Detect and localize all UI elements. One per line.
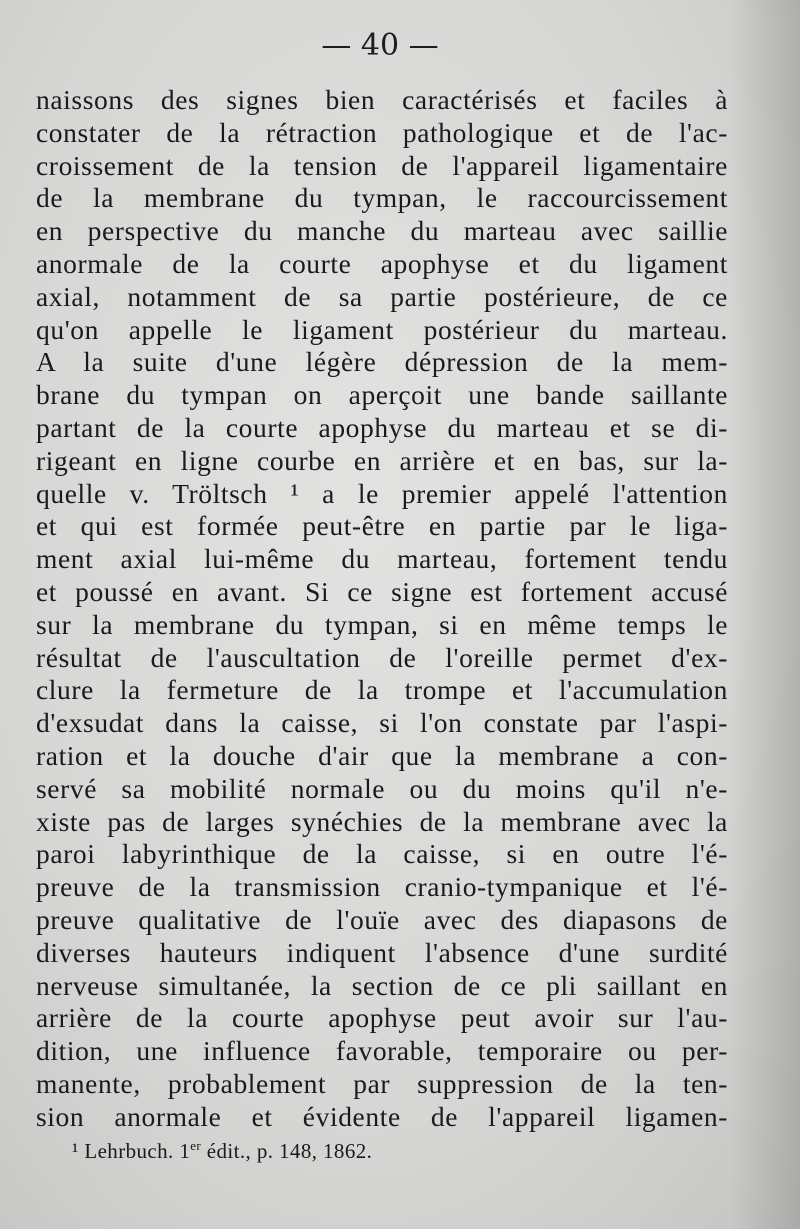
- page-edge-shadow: [730, 0, 800, 1229]
- text-line: rigeant en ligne courbe en arrière et en bas, sur la-: [36, 444, 728, 476]
- text-line: sion anormale et évidente de l'appareil ligamen-: [36, 1100, 728, 1132]
- text-line: d'exsudat dans la caisse, si l'on constate par l'aspi-: [36, 707, 728, 739]
- text-line: xiste pas de larges synéchies de la membrane avec la: [36, 805, 728, 837]
- body-text: [36, 84, 728, 1134]
- text-line: manente, probablement par suppression de la ten-: [36, 1067, 728, 1099]
- text-line: quelle v. Tröltsch ¹ a le premier appelé l'attention: [36, 477, 728, 509]
- text-line: anormale de la courte apophyse et du ligament: [36, 247, 728, 279]
- text-line: ment axial lui-même du marteau, fortement tendu: [36, 543, 728, 575]
- text-line: de la membrane du tympan, le raccourcissement: [36, 182, 728, 214]
- text-line: qu'on appelle le ligament postérieur du marteau.: [36, 313, 728, 345]
- text-line: croissement de la tension de l'appareil ligamentaire: [36, 149, 728, 181]
- text-line: nerveuse simultanée, la section de ce pli saillant en: [36, 969, 728, 1001]
- text-line: sur la membrane du tympan, si en même temps le: [36, 608, 728, 640]
- text-line: en perspective du manche du marteau avec saillie: [36, 215, 728, 247]
- text-line: constater de la rétraction pathologique et de l'ac-: [36, 116, 728, 148]
- text-line: clure la fermeture de la trompe et l'accumulation: [36, 674, 728, 706]
- text-line: paroi labyrinthique de la caisse, si en outre l'é-: [36, 838, 728, 870]
- text-line: naissons des signes bien caractérisés et faciles à: [36, 84, 728, 115]
- text-line: A la suite d'une légère dépression de la mem-: [36, 346, 728, 378]
- text-line: et qui est formée peut-être en partie par le liga-: [36, 510, 728, 542]
- footnote-text-before: Lehrbuch. 1: [84, 1139, 191, 1163]
- footnote-text-after: édit., p. 148, 1862.: [201, 1139, 373, 1163]
- text-line: brane du tympan on aperçoit une bande saillante: [36, 379, 728, 411]
- text-line: preuve qualitative de l'ouïe avec des diapasons de: [36, 903, 728, 935]
- text-line: arrière de la courte apophyse peut avoir sur l'au-: [36, 1002, 728, 1034]
- text-line: ration et la douche d'air que la membrane a con-: [36, 739, 728, 771]
- text-line: servé sa mobilité normale ou du moins qu'il n'e-: [36, 772, 728, 804]
- text-line: et poussé en avant. Si ce signe est fortement accusé: [36, 575, 728, 607]
- text-line: partant de la courte apophyse du marteau et se di-: [36, 411, 728, 443]
- text-line: résultat de l'auscultation de l'oreille permet d'ex-: [36, 641, 728, 673]
- page-number: — 40 —: [321, 28, 439, 63]
- text-line: dition, une influence favorable, temporaire ou per-: [36, 1035, 728, 1067]
- footnote: [72, 1138, 372, 1164]
- text-line: preuve de la transmission cranio-tympanique et l'é-: [36, 871, 728, 903]
- footnote-marker: ¹: [72, 1139, 79, 1163]
- footnote-superscript: er: [190, 1138, 202, 1153]
- text-line: diverses hauteurs indiquent l'absence d'une surdité: [36, 936, 728, 968]
- text-line: axial, notamment de sa partie postérieure, de ce: [36, 280, 728, 312]
